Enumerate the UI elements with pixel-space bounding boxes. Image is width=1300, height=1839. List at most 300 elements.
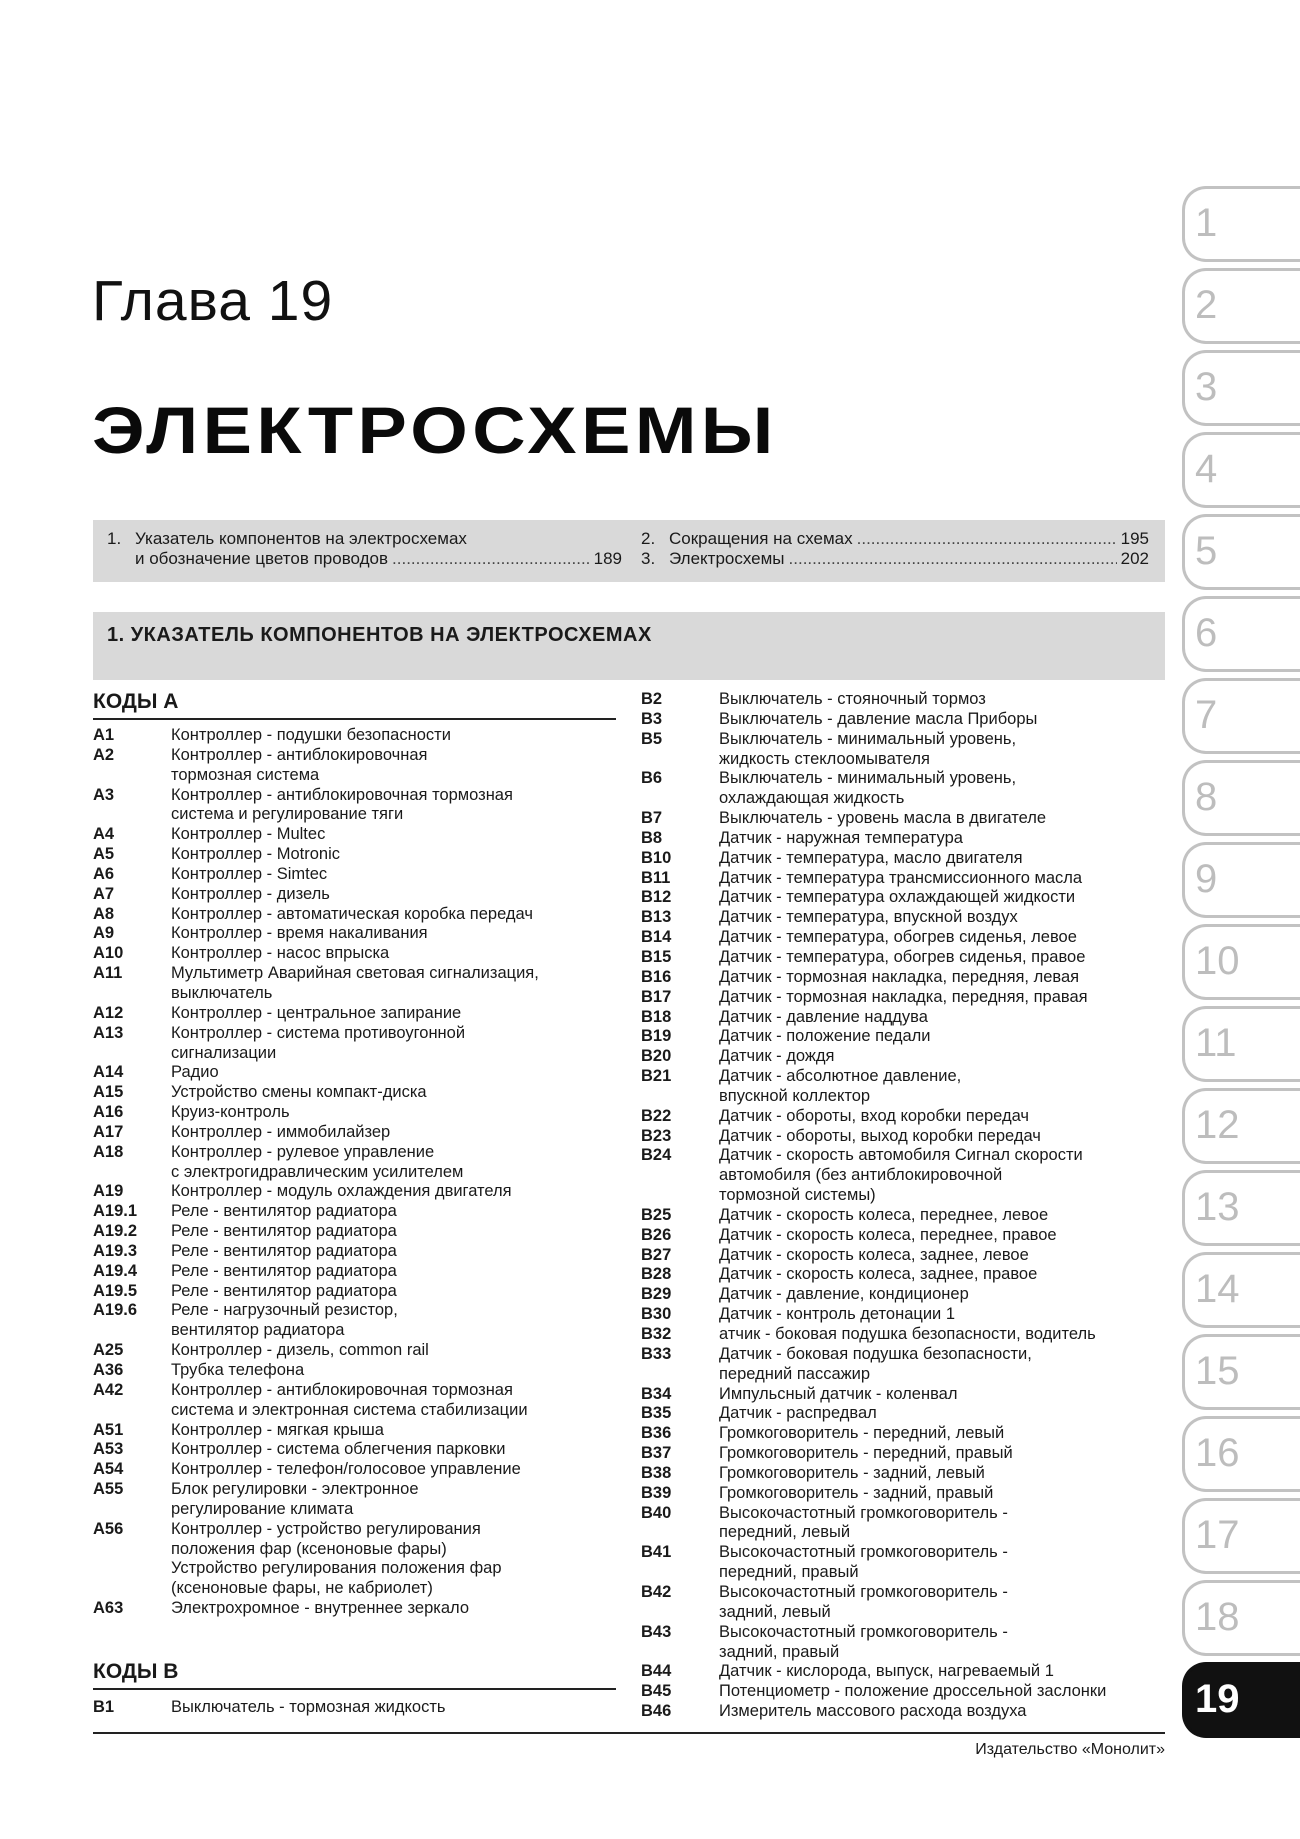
tab-chapter-3[interactable] [1182, 350, 1300, 426]
component-code: B45 [641, 1682, 672, 1701]
tab-label: 4 [1195, 447, 1218, 491]
toc-entry-page: 195 [1120, 529, 1149, 548]
list-item [93, 1143, 623, 1183]
list-item [93, 1182, 623, 1202]
component-code: A16 [93, 1103, 124, 1122]
tab-chapter-18[interactable] [1182, 1580, 1300, 1656]
list-item [641, 1285, 1171, 1305]
chapter-title: ЭЛЕКТРОСХЕМЫ [92, 393, 778, 467]
list-item [641, 1444, 1171, 1464]
component-code: A19 [93, 1182, 124, 1201]
component-code: A19.6 [93, 1301, 138, 1320]
component-description: Выключатель - давление масла Приборы [719, 709, 1038, 728]
component-description: Контроллер - центральное запирание [171, 1003, 462, 1022]
list-item [93, 1301, 623, 1341]
tab-chapter-8[interactable] [1182, 760, 1300, 836]
tab-chapter-14[interactable] [1182, 1252, 1300, 1328]
component-description: Датчик - обороты, вход коробки передач [719, 1106, 1030, 1125]
component-code: B38 [641, 1463, 672, 1482]
component-code: A36 [93, 1361, 124, 1379]
component-code: B35 [641, 1404, 672, 1423]
component-code: B26 [641, 1225, 672, 1244]
list-item [641, 1623, 1171, 1663]
list-item [641, 1682, 1171, 1702]
list-item [641, 1305, 1171, 1325]
toc-leader-dots [789, 549, 1117, 569]
list-item [641, 1127, 1171, 1147]
component-description: Датчик - кислорода, выпуск, нагреваемый 1 [719, 1662, 1054, 1681]
component-description: Высокочастотный громкоговоритель - задний, правый [719, 1622, 1008, 1661]
component-code: B44 [641, 1662, 672, 1681]
tab-chapter-17[interactable] [1182, 1498, 1300, 1574]
component-code: B25 [641, 1205, 672, 1224]
toc-entry-text: Сокращения на схемах [669, 529, 853, 548]
component-code: A3 [93, 785, 115, 804]
component-code: B33 [641, 1344, 672, 1363]
component-code: B6 [641, 769, 663, 788]
component-code: B32 [641, 1325, 672, 1343]
component-code: B20 [641, 1047, 672, 1066]
component-code: A5 [93, 845, 115, 864]
component-code: B40 [641, 1503, 672, 1522]
tab-label: 5 [1195, 529, 1218, 573]
tab-chapter-16[interactable] [1182, 1416, 1300, 1492]
component-description: Контроллер - подушки безопасности [171, 726, 451, 744]
component-description: Потенциометр - положение дроссельной заслонки [719, 1682, 1107, 1701]
component-code: A56 [93, 1519, 124, 1538]
component-description: Контроллер - система облегчения парковки [171, 1440, 506, 1459]
list-item [641, 888, 1171, 908]
component-description: Контроллер - дизель [171, 884, 330, 903]
section-header [93, 612, 1165, 680]
component-description: Датчик - давление, кондиционер [719, 1285, 969, 1304]
component-description: атчик - боковая подушка безопасности, водитель [719, 1325, 1096, 1343]
component-description: Контроллер - рулевое управление с электрогидравлическим усилителем [171, 1142, 464, 1181]
component-description: Устройство смены компакт-диска [171, 1083, 427, 1102]
component-description: Контроллер - насос впрыска [171, 944, 390, 963]
component-description: Громкоговоритель - задний, правый [719, 1483, 994, 1502]
list-item [641, 1404, 1171, 1424]
toc-leader-dots [857, 529, 1117, 549]
component-description: Мультиметр Аварийная световая сигнализация, выключатель [171, 964, 539, 1002]
component-description: Датчик - контроль детонации 1 [719, 1305, 956, 1324]
component-code: B13 [641, 908, 672, 927]
list-item [641, 1027, 1171, 1047]
list-item [93, 1361, 623, 1381]
component-code: B34 [641, 1384, 672, 1403]
component-description: Контроллер - телефон/голосовое управление [171, 1460, 521, 1479]
component-code: A18 [93, 1142, 124, 1161]
list-item [93, 905, 623, 925]
list-item [93, 1381, 623, 1421]
component-description: Реле - вентилятор радиатора [171, 1241, 397, 1260]
component-code: B8 [641, 828, 663, 847]
component-description: Контроллер - время накаливания [171, 924, 428, 943]
component-description: Трубка телефона [171, 1361, 305, 1379]
component-description: Выключатель - уровень масла в двигателе [719, 809, 1047, 828]
component-code: A54 [93, 1460, 124, 1479]
component-description: Контроллер - дизель, common rail [171, 1341, 429, 1360]
list-item [641, 1583, 1171, 1623]
toc-entry-number: 2. [641, 529, 656, 548]
toc-entry-page: 189 [593, 549, 622, 568]
component-description: Громкоговоритель - задний, левый [719, 1463, 985, 1482]
list-item [93, 825, 623, 845]
component-code: B12 [641, 888, 672, 907]
list-item [93, 885, 623, 905]
toc-entry-text: Электросхемы [669, 549, 785, 568]
component-code: A19.4 [93, 1261, 138, 1280]
component-description: Датчик - температура, впускной воздух [719, 908, 1018, 927]
toc-entry[interactable] [641, 529, 1149, 549]
component-code: A10 [93, 944, 124, 963]
list-item [641, 1047, 1171, 1067]
component-code: A11 [93, 964, 123, 983]
component-description: Датчик - скорость колеса, заднее, правое [719, 1265, 1038, 1284]
tab-label: 19 [1195, 1677, 1240, 1721]
component-description: Датчик - скорость автомобиля Сигнал скорости автомобиля (без антиблокировочной тормозной системы) [719, 1146, 1083, 1205]
list-item [641, 1146, 1171, 1206]
component-description: Измеритель массового расхода воздуха [719, 1702, 1027, 1721]
list-item [641, 1662, 1171, 1682]
toc-entry-text: Указатель компонентов на электросхемах [135, 529, 467, 548]
component-code: B16 [641, 967, 672, 986]
list-item [93, 1698, 623, 1718]
list-item [641, 849, 1171, 869]
component-code: B39 [641, 1483, 672, 1502]
list-item [93, 845, 623, 865]
list-item [93, 746, 623, 786]
component-description: Датчик - боковая подушка безопасности, передний пассажир [719, 1344, 1032, 1383]
list-item [93, 1421, 623, 1441]
component-code: A17 [93, 1122, 124, 1141]
component-code: B46 [641, 1702, 672, 1721]
component-code: A42 [93, 1380, 124, 1399]
component-description: Выключатель - стояночный тормоз [719, 690, 986, 708]
component-description: Контроллер - модуль охлаждения двигателя [171, 1182, 512, 1201]
component-code: A51 [93, 1420, 124, 1439]
list-item [641, 1424, 1171, 1444]
codes-a-list [93, 726, 623, 1619]
list-item [93, 1103, 623, 1123]
list-item [93, 726, 623, 746]
list-item [641, 869, 1171, 889]
component-code: B36 [641, 1424, 672, 1443]
component-description: Датчик - температура, обогрев сиденья, правое [719, 947, 1086, 966]
tab-label: 3 [1195, 365, 1218, 409]
list-item [641, 928, 1171, 948]
list-item [93, 1282, 623, 1302]
component-code: B2 [641, 690, 663, 708]
component-description: Датчик - скорость колеса, переднее, правое [719, 1225, 1057, 1244]
list-item [641, 1107, 1171, 1127]
tab-chapter-10[interactable] [1182, 924, 1300, 1000]
component-description: Реле - вентилятор радиатора [171, 1202, 397, 1221]
component-description: Датчик - температура трансмиссионного масла [719, 868, 1083, 887]
list-item [641, 968, 1171, 988]
list-item [641, 829, 1171, 849]
list-item [93, 1123, 623, 1143]
list-item [93, 1063, 623, 1083]
component-description: Импульсный датчик - коленвал [719, 1384, 958, 1403]
list-item [641, 1385, 1171, 1405]
component-description: Датчик - абсолютное давление, впускной коллектор [719, 1067, 962, 1105]
section-title: 1. УКАЗАТЕЛЬ КОМПОНЕНТОВ НА ЭЛЕКТРОСХЕМАХ [107, 624, 652, 646]
component-description: Радио [171, 1063, 219, 1082]
codes-b-title: КОДЫ В [93, 1660, 616, 1690]
component-description: Контроллер - антиблокировочная тормозная система и электронная система стабилизации [171, 1380, 528, 1419]
tab-chapter-9[interactable] [1182, 842, 1300, 918]
tab-chapter-13[interactable] [1182, 1170, 1300, 1246]
component-code: A63 [93, 1599, 124, 1618]
component-description: Реле - нагрузочный резистор, вентилятор радиатора [171, 1301, 398, 1340]
component-description: Реле - вентилятор радиатора [171, 1222, 397, 1241]
list-item [641, 1226, 1171, 1246]
tab-label: 12 [1195, 1103, 1240, 1147]
component-description: Громкоговоритель - передний, правый [719, 1444, 1013, 1463]
component-description: Выключатель - тормозная жидкость [171, 1698, 446, 1716]
component-description: Контроллер - мягкая крыша [171, 1420, 384, 1439]
component-description: Высокочастотный громкоговоритель - задний, левый [719, 1582, 1008, 1621]
component-description: Контроллер - Simtec [171, 864, 328, 883]
list-item [641, 1067, 1171, 1107]
tab-label: 18 [1195, 1595, 1240, 1639]
list-item [93, 1004, 623, 1024]
component-code: B7 [641, 809, 663, 828]
toc-entry-page: 202 [1120, 549, 1149, 568]
tab-chapter-1[interactable] [1182, 186, 1300, 262]
toc-entry[interactable] [641, 549, 1149, 569]
component-code: B1 [93, 1698, 115, 1716]
component-description: Датчик - распредвал [719, 1404, 877, 1423]
component-code: B27 [641, 1245, 672, 1264]
tab-label: 1 [1195, 201, 1218, 245]
toc-column-left [107, 529, 622, 569]
tab-label: 17 [1195, 1513, 1240, 1557]
tab-chapter-12[interactable] [1182, 1088, 1300, 1164]
component-description: Выключатель - минимальный уровень, охлаждающая жидкость [719, 769, 1017, 808]
list-item [641, 948, 1171, 968]
list-item [641, 1206, 1171, 1226]
list-item [93, 1520, 623, 1599]
component-code: B14 [641, 928, 672, 947]
codes-b-list [641, 690, 1171, 1722]
chapter-label: Глава 19 [92, 269, 334, 333]
tab-label: 16 [1195, 1431, 1240, 1475]
component-description: Громкоговоритель - передний, левый [719, 1424, 1005, 1443]
component-code: A15 [93, 1083, 124, 1102]
tab-label: 10 [1195, 939, 1240, 983]
component-code: B42 [641, 1582, 672, 1601]
component-description: Датчик - дождя [719, 1047, 835, 1066]
component-description: Контроллер - система противоугонной сигнализации [171, 1023, 466, 1062]
component-description: Датчик - обороты, выход коробки передач [719, 1126, 1041, 1145]
list-item [641, 769, 1171, 809]
footer-divider [93, 1732, 1165, 1734]
list-item [641, 1702, 1171, 1722]
component-code: B22 [641, 1106, 672, 1125]
component-code: B18 [641, 1007, 672, 1026]
tab-label: 15 [1195, 1349, 1240, 1393]
list-item [93, 1202, 623, 1222]
component-description: Реле - вентилятор радиатора [171, 1281, 397, 1300]
component-description: Блок регулировки - электронное регулирование климата [171, 1480, 419, 1518]
component-code: A6 [93, 864, 115, 883]
toc-entry[interactable] [107, 529, 622, 549]
list-item [641, 690, 1171, 710]
list-item [93, 964, 623, 1004]
component-code: B11 [641, 868, 671, 887]
component-code: B15 [641, 947, 672, 966]
list-item [93, 944, 623, 964]
list-item [641, 1484, 1171, 1504]
list-item [93, 924, 623, 944]
list-item [93, 1222, 623, 1242]
tab-label: 7 [1195, 693, 1218, 737]
component-code: B23 [641, 1126, 672, 1145]
component-description: Датчик - давление наддува [719, 1007, 928, 1026]
component-code: B19 [641, 1027, 672, 1046]
tab-chapter-2[interactable] [1182, 268, 1300, 344]
component-description: Контроллер - Motronic [171, 845, 340, 864]
toc-entry-text: и обозначение цветов проводов [135, 549, 389, 568]
list-item [93, 1341, 623, 1361]
list-item [93, 1480, 623, 1520]
component-code: A19.5 [93, 1281, 138, 1300]
component-description: Контроллер - автоматическая коробка передач [171, 904, 533, 923]
component-description: Контроллер - иммобилайзер [171, 1122, 391, 1141]
component-code: A25 [93, 1341, 124, 1360]
toc-entry[interactable] [107, 549, 622, 569]
component-code: B5 [641, 729, 663, 748]
table-of-contents [93, 520, 1165, 582]
component-code: B41 [641, 1543, 672, 1562]
tab-label: 2 [1195, 283, 1218, 327]
list-item [93, 1083, 623, 1103]
list-item [641, 908, 1171, 928]
component-code: A2 [93, 745, 115, 764]
component-code: A4 [93, 825, 115, 844]
component-code: A14 [93, 1063, 124, 1082]
tab-chapter-5[interactable] [1182, 514, 1300, 590]
list-item [641, 988, 1171, 1008]
component-description: Датчик - температура, масло двигателя [719, 848, 1023, 867]
component-description: Датчик - тормозная накладка, передняя, левая [719, 967, 1080, 986]
component-code: B28 [641, 1265, 672, 1284]
list-item [641, 1543, 1171, 1583]
component-code: B37 [641, 1444, 672, 1463]
list-item [93, 1440, 623, 1460]
list-item [93, 1460, 623, 1480]
component-code: A1 [93, 726, 115, 744]
component-description: Реле - вентилятор радиатора [171, 1261, 397, 1280]
list-item [641, 809, 1171, 829]
list-item [641, 1464, 1171, 1484]
component-code: A55 [93, 1480, 124, 1499]
list-item [641, 1246, 1171, 1266]
component-description: Высокочастотный громкоговоритель - передний, левый [719, 1503, 1008, 1542]
component-description: Датчик - наружная температура [719, 828, 963, 847]
component-code: B30 [641, 1305, 672, 1324]
component-code: A19.1 [93, 1202, 138, 1221]
component-description: Контроллер - антиблокировочная тормозная система [171, 745, 428, 784]
list-item [641, 1345, 1171, 1385]
list-item [641, 730, 1171, 770]
list-item [93, 1242, 623, 1262]
component-code: A19.2 [93, 1222, 138, 1241]
component-description: Высокочастотный громкоговоритель - передний, правый [719, 1543, 1008, 1582]
component-code: A9 [93, 924, 115, 943]
tab-chapter-15[interactable] [1182, 1334, 1300, 1410]
list-item [641, 1265, 1171, 1285]
component-code: A53 [93, 1440, 124, 1459]
component-code: B10 [641, 848, 672, 867]
component-code: A19.3 [93, 1241, 138, 1260]
component-code: B17 [641, 987, 672, 1006]
toc-entry-number: 1. [107, 529, 122, 548]
tab-chapter-6[interactable] [1182, 596, 1300, 672]
tab-label: 14 [1195, 1267, 1240, 1311]
list-item [93, 1599, 623, 1619]
component-description: Контроллер - Multec [171, 825, 326, 844]
list-item [641, 710, 1171, 730]
component-code: A8 [93, 904, 115, 923]
publisher-credit: Издательство «Монолит» [975, 1741, 1165, 1758]
component-code: B29 [641, 1285, 672, 1304]
tab-label: 6 [1195, 611, 1218, 655]
tab-chapter-11[interactable] [1182, 1006, 1300, 1082]
component-code: A12 [93, 1003, 124, 1022]
tab-label: 11 [1195, 1021, 1237, 1065]
component-description: Датчик - скорость колеса, переднее, левое [719, 1205, 1049, 1224]
component-code: A13 [93, 1023, 124, 1042]
component-description: Датчик - скорость колеса, заднее, левое [719, 1245, 1029, 1264]
component-description: Контроллер - антиблокировочная тормозная система и регулирование тяги [171, 785, 513, 824]
toc-leader-dots [392, 549, 590, 569]
tab-label: 13 [1195, 1185, 1240, 1229]
component-description: Датчик - температура охлаждающей жидкости [719, 888, 1076, 907]
tab-chapter-4[interactable] [1182, 432, 1300, 508]
component-description: Датчик - тормозная накладка, передняя, правая [719, 987, 1088, 1006]
component-code: B21 [641, 1067, 672, 1086]
tab-chapter-19[interactable] [1182, 1662, 1300, 1738]
toc-entry-number: 3. [641, 549, 656, 568]
component-description: Датчик - положение педали [719, 1027, 931, 1046]
tab-label: 8 [1195, 775, 1218, 819]
component-code: B43 [641, 1622, 672, 1641]
component-description: Электрохромное - внутреннее зеркало [171, 1599, 469, 1618]
component-description: Выключатель - минимальный уровень, жидкость стеклоомывателя [719, 729, 1017, 768]
component-description: Датчик - температура, обогрев сиденья, левое [719, 928, 1077, 947]
list-item [93, 865, 623, 885]
component-code: B24 [641, 1146, 672, 1165]
component-description: Круиз-контроль [171, 1103, 290, 1122]
list-item [641, 1008, 1171, 1028]
component-code: A7 [93, 884, 115, 903]
list-item [93, 1024, 623, 1064]
codes-a-title: КОДЫ А [93, 690, 616, 720]
list-item [93, 786, 623, 826]
list-item [93, 1262, 623, 1282]
toc-column-right [641, 529, 1149, 569]
tab-chapter-7[interactable] [1182, 678, 1300, 754]
tab-label: 9 [1195, 857, 1218, 901]
component-description: Контроллер - устройство регулирования положения фар (ксеноновые фары) Устройство регулирования положения фар (ксеноновые фары, не кабриолет) [171, 1519, 502, 1598]
list-item [641, 1504, 1171, 1544]
codes-b-list-start [93, 1698, 623, 1718]
component-code: B3 [641, 709, 663, 728]
list-item [641, 1325, 1171, 1345]
